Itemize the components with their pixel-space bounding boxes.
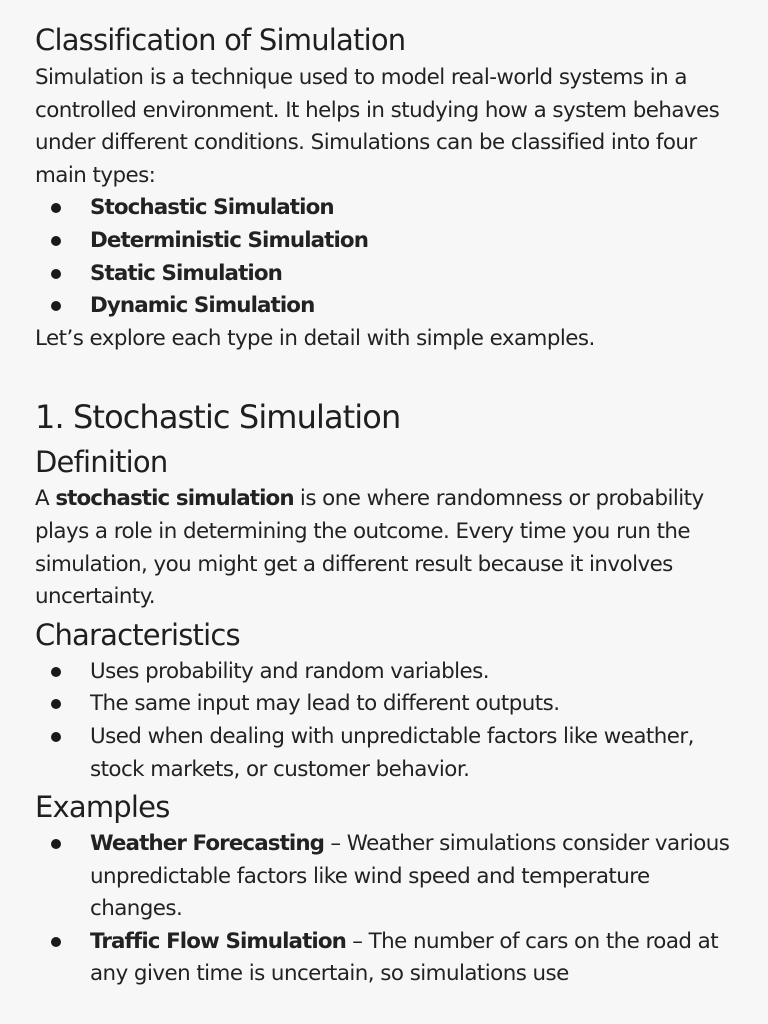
list-item	[35, 656, 745, 689]
list-item-text: The same input may lead to different outputs.	[90, 691, 560, 717]
characteristics-heading: Characteristics	[35, 617, 240, 652]
bullet-icon	[51, 699, 61, 709]
list-item	[35, 258, 745, 291]
list-item-text: Uses probability and random variables.	[90, 658, 489, 684]
list-item-text: Deterministic Simulation	[90, 227, 369, 253]
definition-term: stochastic simulation	[55, 486, 294, 512]
bullet-icon	[51, 269, 61, 279]
bullet-icon	[51, 301, 61, 311]
definition-prefix: A	[35, 486, 56, 512]
bullet-icon	[51, 203, 61, 213]
definition-heading: Definition	[35, 445, 168, 480]
bullet-icon	[51, 732, 61, 742]
list-item	[35, 688, 745, 721]
list-item	[35, 828, 745, 926]
list-item	[35, 290, 745, 323]
list-item-text: Stochastic Simulation	[90, 195, 334, 221]
list-item	[35, 225, 745, 258]
list-item	[35, 721, 745, 786]
document-page	[35, 18, 745, 991]
section-heading-stochastic: 1. Stochastic Simulation	[35, 398, 401, 437]
definition-rest: is one where randomness or probability plays a role in determining the outcome. Every time you run the simulation, you might get a different result because it involves uncertainty.	[35, 486, 704, 610]
list-item-text: Dynamic Simulation	[90, 293, 315, 319]
bullet-icon	[51, 839, 61, 849]
list-item-text: Used when dealing with unpredictable factors like weather, stock markets, or customer behavior.	[90, 723, 694, 782]
simulation-types-list	[35, 192, 745, 322]
examples-list	[35, 828, 745, 991]
page-title: Classification of Simulation	[35, 23, 406, 57]
intro-paragraph: Simulation is a technique used to model real-world systems in a controlled environment. It helps in studying how a system behaves under different conditions. Simulations can be classified into four main types:	[35, 65, 720, 188]
list-item	[35, 192, 745, 225]
examples-heading: Examples	[35, 790, 170, 825]
characteristics-list	[35, 656, 745, 786]
explore-paragraph: Let’s explore each type in detail with simple examples.	[35, 325, 595, 351]
list-item	[35, 926, 745, 991]
list-item-text: Static Simulation	[90, 260, 282, 286]
example-text: – Weather simulations consider various unpredictable factors like wind speed and temperature changes.	[90, 831, 730, 922]
bullet-icon	[51, 667, 61, 677]
example-text: – The number of cars on the road at any given time is uncertain, so simulations use	[90, 928, 719, 987]
example-term: Traffic Flow Simulation	[90, 928, 346, 954]
bullet-icon	[51, 937, 61, 947]
example-term: Weather Forecasting	[90, 831, 325, 857]
definition-paragraph	[35, 483, 745, 613]
bullet-icon	[51, 236, 61, 246]
